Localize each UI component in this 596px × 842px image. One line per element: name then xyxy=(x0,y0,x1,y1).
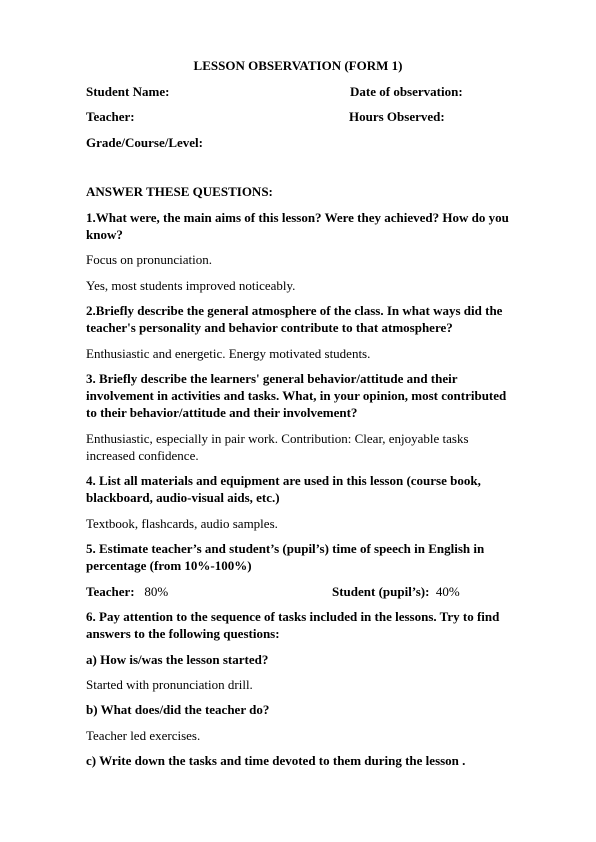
student-name-label: Student Name: xyxy=(86,84,170,99)
q1-question-line2: know? xyxy=(86,227,123,242)
q5-teacher-row xyxy=(86,583,168,600)
q4-question-line2: blackboard, audio-visual aids, etc.) xyxy=(86,490,280,505)
q6-question-line1: 6. Pay attention to the sequence of tasks included in the lessons. Try to find xyxy=(86,609,500,624)
teacher-label: Teacher: xyxy=(86,109,135,124)
q6-b-answer: Teacher led exercises. xyxy=(86,728,201,743)
q3-question-line2: involvement in activities and tasks. What, in your opinion, most contributed xyxy=(86,388,507,403)
page-title: LESSON OBSERVATION (FORM 1) xyxy=(193,58,403,73)
q2-answer: Enthusiastic and energetic. Energy motivated students. xyxy=(86,346,371,361)
q1-answer1: Focus on pronunciation. xyxy=(86,252,213,267)
q4-answer: Textbook, flashcards, audio samples. xyxy=(86,516,278,531)
q6-question-line2: answers to the following questions: xyxy=(86,626,280,641)
q6-a-answer: Started with pronunciation drill. xyxy=(86,677,253,692)
q5-question-line1: 5. Estimate teacher’s and student’s (pupil’s) time of speech in English in xyxy=(86,541,485,556)
q5-question-line2: percentage (from 10%-100%) xyxy=(86,558,252,573)
q6-b-question: b) What does/did the teacher do? xyxy=(86,702,270,717)
q6-a-question: a) How is/was the lesson started? xyxy=(86,652,269,667)
q1-question-line1: 1.What were, the main aims of this lesson? Were they achieved? How do you xyxy=(86,210,509,225)
q3-question-line1: 3. Briefly describe the learners' general behavior/attitude and their xyxy=(86,371,458,386)
hours-observed-label: Hours Observed: xyxy=(349,109,445,124)
q3-answer-line2: increased confidence. xyxy=(86,448,199,463)
q5-student-value: 40% xyxy=(435,584,460,599)
q3-question-line3: to their behavior/attitude and their involvement? xyxy=(86,405,358,420)
q5-student-label: Student (pupil’s): xyxy=(332,584,430,599)
q5-teacher-value: 80% xyxy=(144,584,169,599)
q2-question-line1: 2.Briefly describe the general atmosphere of the class. In what ways did the xyxy=(86,303,503,318)
q6-c-question: c) Write down the tasks and time devoted to them during the lesson . xyxy=(86,753,466,768)
q5-teacher-label: Teacher: xyxy=(86,584,135,599)
q1-answer2: Yes, most students improved noticeably. xyxy=(86,278,296,293)
q3-answer-line1: Enthusiastic, especially in pair work. Contribution: Clear, enjoyable tasks xyxy=(86,431,469,446)
date-of-observation-label: Date of observation: xyxy=(350,84,463,99)
q4-question-line1: 4. List all materials and equipment are used in this lesson (course book, xyxy=(86,473,481,488)
grade-label: Grade/Course/Level: xyxy=(86,135,203,150)
q2-question-line2: teacher's personality and behavior contribute to that atmosphere? xyxy=(86,320,453,335)
q5-student-row xyxy=(332,583,460,600)
section-heading: ANSWER THESE QUESTIONS: xyxy=(86,184,273,199)
